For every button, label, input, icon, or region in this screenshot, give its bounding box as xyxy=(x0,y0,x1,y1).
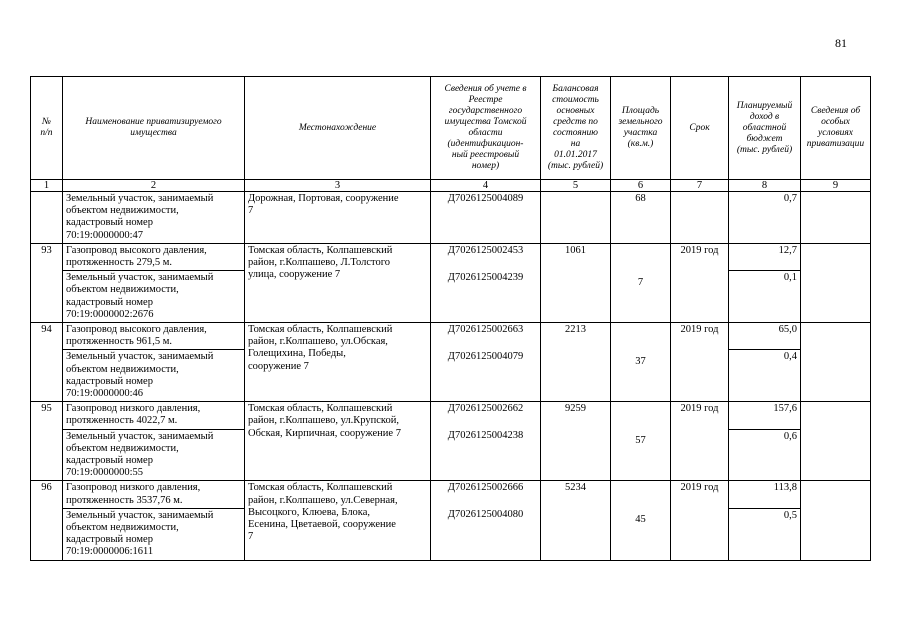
item-area: 68 xyxy=(611,192,671,244)
item-registry-number: Д7026125004080 xyxy=(431,508,541,560)
item-income: 0,4 xyxy=(729,350,801,402)
table-row xyxy=(31,481,871,508)
item-income: 113,8 xyxy=(729,481,801,508)
item-income: 0,1 xyxy=(729,271,801,323)
item-area: 45 xyxy=(611,481,671,560)
item-balance xyxy=(541,192,611,244)
row-num: 96 xyxy=(31,481,63,560)
item-balance: 2213 xyxy=(541,323,611,350)
item-registry-number: Д7026125002666 xyxy=(431,481,541,508)
item-balance: 1061 xyxy=(541,243,611,270)
header-term: Срок xyxy=(671,77,729,180)
item-conditions xyxy=(801,481,871,508)
row-num: 95 xyxy=(31,402,63,481)
item-balance xyxy=(541,271,611,323)
row-num-cell xyxy=(31,192,63,244)
header-num: № п/п xyxy=(31,77,63,180)
item-registry-number: Д7026125002662 xyxy=(431,402,541,429)
item-name: Газопровод высокого давления, протяженность 279,5 м. xyxy=(63,243,245,270)
item-conditions xyxy=(801,508,871,560)
column-number-row xyxy=(31,180,871,192)
header-registry: Сведения об учете в Реестре государственного имущества Томской области (идентификацион- ный реестровый номер) xyxy=(431,77,541,180)
item-conditions xyxy=(801,192,871,244)
item-income: 157,6 xyxy=(729,402,801,429)
item-term: 2019 год xyxy=(671,481,729,508)
item-income: 0,6 xyxy=(729,429,801,481)
item-name: Земельный участок, занимаемый объектом недвижимости, кадастровый номер 70:19:0000002:2676 xyxy=(63,271,245,323)
privatization-table xyxy=(30,76,871,561)
header-conditions: Сведения об особых условиях приватизации xyxy=(801,77,871,180)
item-income: 0,5 xyxy=(729,508,801,560)
row-num: 93 xyxy=(31,243,63,322)
row-num: 94 xyxy=(31,323,63,402)
column-number: 4 xyxy=(431,180,541,192)
item-area: 57 xyxy=(611,402,671,481)
item-term xyxy=(671,350,729,402)
column-number: 7 xyxy=(671,180,729,192)
item-balance: 9259 xyxy=(541,402,611,429)
item-registry-number: Д7026125004089 xyxy=(431,192,541,244)
header-row xyxy=(31,77,871,180)
item-area: 7 xyxy=(611,243,671,322)
item-balance: 5234 xyxy=(541,481,611,508)
item-conditions xyxy=(801,402,871,429)
header-income: Планируемый доход в областной бюджет (тыс. рублей) xyxy=(729,77,801,180)
item-registry-number: Д7026125004079 xyxy=(431,350,541,402)
table-row xyxy=(31,323,871,350)
item-location: Томская область, Колпашевский район, г.Колпашево, ул.Северная, Высоцкого, Клюева, Блока, Есенина, Цветаевой, сооружение 7 xyxy=(245,481,431,560)
item-balance xyxy=(541,508,611,560)
column-number: 6 xyxy=(611,180,671,192)
item-location: Дорожная, Портовая, сооружение 7 xyxy=(245,192,431,244)
header-name: Наименование приватизируемого имущества xyxy=(63,77,245,180)
item-name: Земельный участок, занимаемый объектом недвижимости, кадастровый номер 70:19:0000006:1611 xyxy=(63,508,245,560)
item-conditions xyxy=(801,350,871,402)
item-area: 37 xyxy=(611,323,671,402)
table-row xyxy=(31,429,871,481)
item-location: Томская область, Колпашевский район, г.Колпашево, Л.Толстого улица, сооружение 7 xyxy=(245,243,431,322)
header-location: Местонахождение xyxy=(245,77,431,180)
column-number: 8 xyxy=(729,180,801,192)
item-balance xyxy=(541,350,611,402)
item-name: Земельный участок, занимаемый объектом недвижимости, кадастровый номер 70:19:0000000:46 xyxy=(63,350,245,402)
item-income: 65,0 xyxy=(729,323,801,350)
item-balance xyxy=(541,429,611,481)
column-number: 3 xyxy=(245,180,431,192)
item-registry-number: Д7026125002663 xyxy=(431,323,541,350)
item-conditions xyxy=(801,323,871,350)
item-name: Газопровод низкого давления, протяженность 3537,76 м. xyxy=(63,481,245,508)
item-term xyxy=(671,271,729,323)
item-term xyxy=(671,508,729,560)
column-number: 2 xyxy=(63,180,245,192)
item-name: Газопровод высокого давления, протяженность 961,5 м. xyxy=(63,323,245,350)
item-term xyxy=(671,429,729,481)
table-row xyxy=(31,243,871,270)
item-income: 12,7 xyxy=(729,243,801,270)
item-conditions xyxy=(801,429,871,481)
item-term xyxy=(671,192,729,244)
item-registry-number: Д7026125004239 xyxy=(431,271,541,323)
item-conditions xyxy=(801,271,871,323)
item-location: Томская область, Колпашевский район, г.Колпашево, ул.Обская, Голещихина, Победы, сооружение 7 xyxy=(245,323,431,402)
table-row xyxy=(31,508,871,560)
page-number: 81 xyxy=(835,36,847,50)
column-number: 5 xyxy=(541,180,611,192)
table-row xyxy=(31,350,871,402)
item-term: 2019 год xyxy=(671,243,729,270)
item-registry-number: Д7026125002453 xyxy=(431,243,541,270)
item-term: 2019 год xyxy=(671,323,729,350)
item-name: Земельный участок, занимаемый объектом недвижимости, кадастровый номер 70:19:0000000:47 xyxy=(63,192,245,244)
item-conditions xyxy=(801,243,871,270)
column-number: 1 xyxy=(31,180,63,192)
table-row xyxy=(31,271,871,323)
item-term: 2019 год xyxy=(671,402,729,429)
item-registry-number: Д7026125004238 xyxy=(431,429,541,481)
column-number: 9 xyxy=(801,180,871,192)
table-row xyxy=(31,402,871,429)
table-row-continuation xyxy=(31,192,871,244)
item-location: Томская область, Колпашевский район, г.Колпашево, ул.Крупской, Обская, Кирпичная, сооружение 7 xyxy=(245,402,431,481)
item-income: 0,7 xyxy=(729,192,801,244)
item-name: Земельный участок, занимаемый объектом недвижимости, кадастровый номер 70:19:0000000:55 xyxy=(63,429,245,481)
header-area: Площадь земельного участка (кв.м.) xyxy=(611,77,671,180)
header-balance: Балансовая стоимость основных средств по состоянию на 01.01.2017 (тыс. рублей) xyxy=(541,77,611,180)
item-name: Газопровод низкого давления, протяженность 4022,7 м. xyxy=(63,402,245,429)
